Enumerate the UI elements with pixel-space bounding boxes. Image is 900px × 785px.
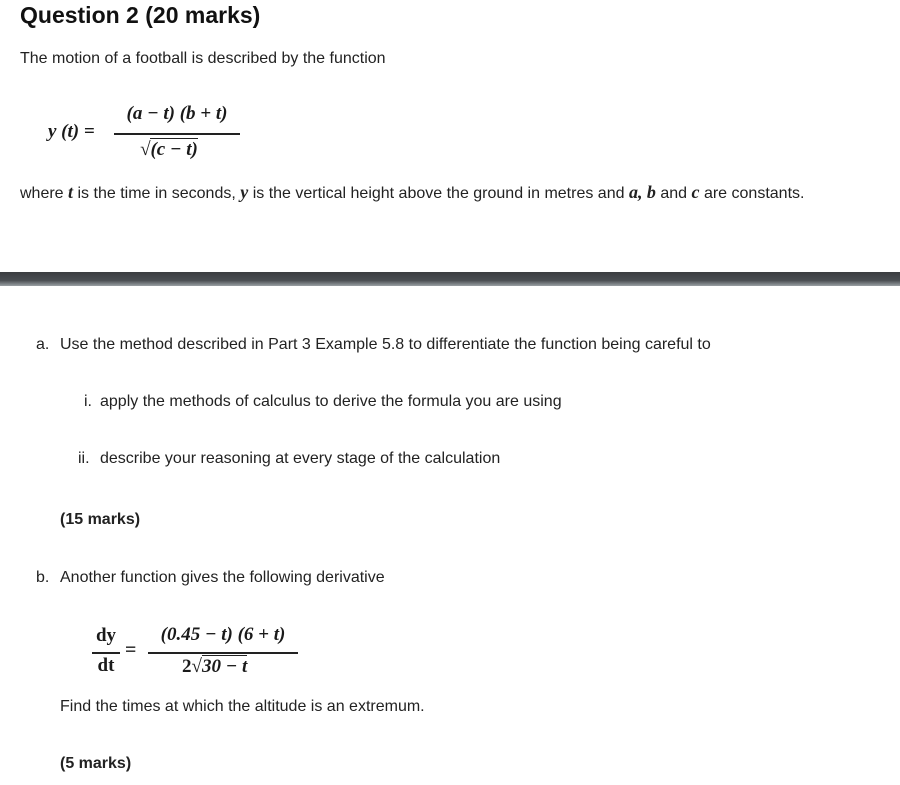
section-divider: [0, 272, 900, 286]
equation-denominator: [140, 139, 198, 161]
var-c: c: [691, 182, 700, 202]
equals-sign: =: [125, 639, 137, 661]
dt-denominator: dt: [97, 655, 115, 676]
var-b: b: [646, 182, 656, 202]
item-i-text: apply the methods of calculus to derive the formula you are using: [100, 393, 562, 410]
item-ii-label: ii.: [78, 450, 90, 467]
part-b-instruction: Find the times at which the altitude is an extremum.: [60, 698, 425, 715]
part-a-text: Use the method described in Part 3 Example 5.8 to differentiate the function being careful to: [60, 336, 711, 353]
item-i-label: i.: [84, 393, 92, 410]
derivative-denominator: [182, 656, 247, 678]
den-coefficient: 2: [182, 656, 192, 677]
derivative-numerator: (0.45 − t) (6 + t): [160, 624, 286, 645]
and-word: and: [660, 185, 688, 202]
where-t-desc: is the time in seconds,: [77, 185, 236, 202]
part-b-marks: (5 marks): [60, 755, 132, 772]
part-b-label: b.: [36, 569, 50, 586]
question-title: Question 2 (20 marks): [20, 2, 261, 28]
den-radicand: 30 − t: [201, 656, 248, 677]
sqrt-symbol: √: [140, 139, 151, 160]
dy-numerator: dy: [95, 625, 117, 646]
where-y-desc: is the vertical height above the ground in metres and: [252, 185, 625, 202]
part-b-text: Another function gives the following derivative: [60, 569, 385, 586]
where-word: where: [20, 185, 64, 202]
variables-description: [20, 182, 804, 203]
dydt-bar: [92, 652, 120, 654]
equation-lhs: y (t) =: [48, 121, 95, 142]
part-a-label: a.: [36, 336, 50, 353]
part-a-marks: (15 marks): [60, 511, 141, 528]
constants-text: are constants.: [703, 185, 805, 202]
sqrt-symbol-b: √: [191, 656, 202, 677]
var-a: a,: [628, 182, 643, 202]
intro-text: The motion of a football is described by the function: [20, 50, 386, 67]
derivative-fraction-bar: [148, 652, 298, 654]
fraction-bar: [114, 133, 240, 135]
var-y: y: [240, 182, 249, 202]
denominator-radicand: (c − t): [150, 139, 198, 160]
item-ii-text: describe your reasoning at every stage of the calculation: [100, 450, 501, 467]
equation-numerator: (a − t) (b + t): [126, 103, 228, 124]
var-t: t: [68, 182, 74, 202]
